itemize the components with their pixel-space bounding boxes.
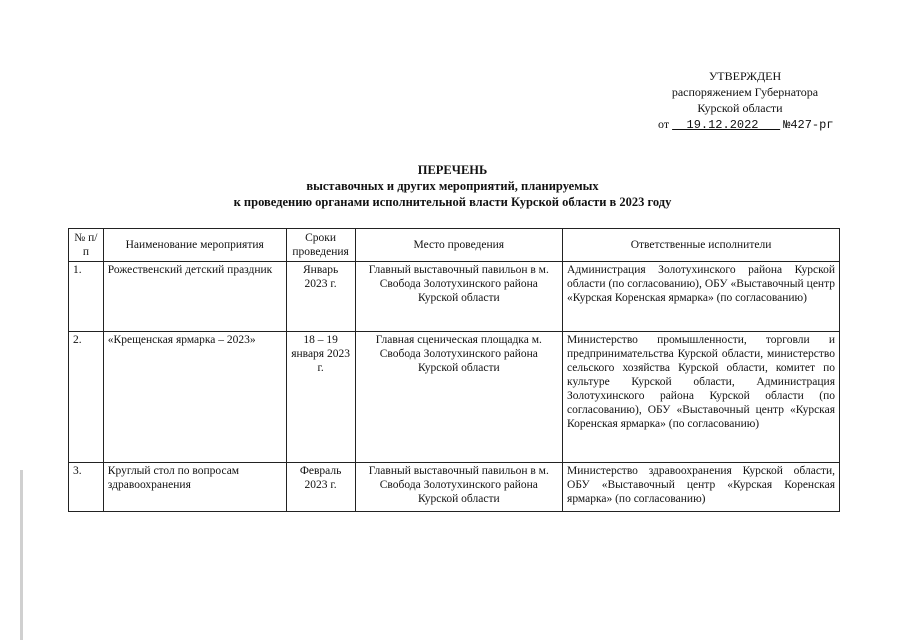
table-row [69,463,840,512]
table-row [69,262,840,332]
header-dates: Сроки проведения [286,229,355,262]
header-resp: Ответственные исполнители [563,229,840,262]
row-name: Круглый стол по вопросам здравоохранения [103,463,286,512]
approval-from-label: от [658,117,670,131]
row-num: 2. [69,332,104,463]
row-place: Главная сценическая площадка м. Свобода Золотухинского района Курской области [355,332,562,463]
title-line-3: к проведению органами исполнительной власти Курской области в 2023 году [233,195,672,209]
title-line-2: выставочных и других мероприятий, планируемых [306,179,599,193]
title-line-1: ПЕРЕЧЕНЬ [417,163,488,177]
header-name: Наименование мероприятия [103,229,286,262]
approval-status: УТВЕРЖДЕН [708,69,782,83]
table-header-row [69,229,840,262]
approval-number: №427-рг [783,118,834,132]
events-table [68,228,840,512]
approval-by: распоряжением Губернатора [671,85,819,99]
row-name: Рожественский детский праздник [103,262,286,332]
row-resp: Администрация Золотухинского района Курской области (по согласованию), ОБУ «Выставочный центр «Курская Коренская ярмарка» (по согласованию) [563,262,840,332]
row-resp: Министерство здравоохранения Курской области, ОБУ «Выставочный центр «Курская Коренская ярмарка» (по согласованию) [563,463,840,512]
row-num: 3. [69,463,104,512]
row-place: Главный выставочный павильон в м. Свобода Золотухинского района Курской области [355,463,562,512]
header-num: № п/п [69,229,104,262]
table-row [69,332,840,463]
approval-block [600,68,870,133]
row-dates: Январь 2023 г. [286,262,355,332]
row-resp: Министерство промышленности, торговли и предпринимательства Курской области, министерство сельского хозяйства Курской области, комитет по культуре Курской области, Администрация Золотухинского района Курской области (по согласованию), ОБУ «Выставочный центр «Курская Коренская ярмарка» (по согласованию) [563,332,840,463]
row-place: Главный выставочный павильон в м. Свобода Золотухинского района Курской области [355,262,562,332]
approval-region: Курской области [697,101,783,115]
scan-edge-mark [20,470,23,640]
row-dates: Февраль 2023 г. [286,463,355,512]
approval-date-line [600,116,870,133]
document-title [160,162,745,210]
header-place: Место проведения [355,229,562,262]
row-name: «Крещенская ярмарка – 2023» [103,332,286,463]
approval-date: 19.12.2022 [686,118,759,132]
row-num: 1. [69,262,104,332]
row-dates: 18 – 19 января 2023 г. [286,332,355,463]
